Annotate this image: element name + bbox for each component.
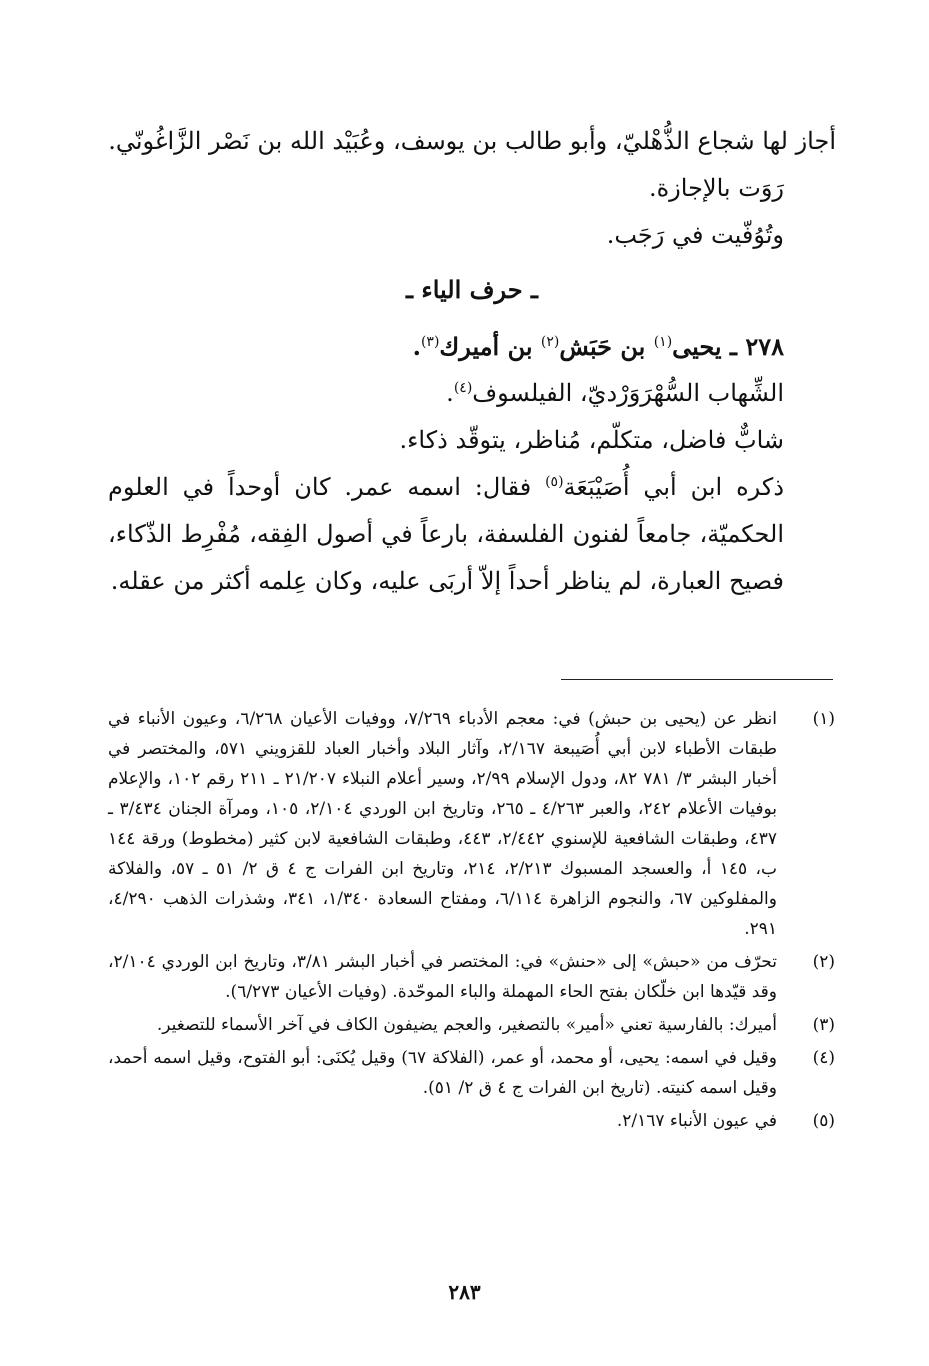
- footnote: [108, 1010, 835, 1040]
- paragraph: رَوَت بالإجازة.: [648, 174, 784, 202]
- footnote-text: في عيون الأنباء ٢/١٦٧.: [616, 1111, 777, 1131]
- paragraph: وتُوُفّيت في رَجَب.: [606, 221, 784, 249]
- entry-number: ٢٧٨: [745, 332, 784, 361]
- footnote-number: (٥): [812, 1111, 835, 1131]
- footnotes: [108, 704, 835, 1139]
- paragraph-text: فقال: اسمه عمر. كان أوحداً في العلوم الحكميّة، جامعاً لفنون الفلسفة، بارعاً في أصول الفِقه، مُفْرِط الذّكاء، فصيح العبارة، لم يناظر أحداً إلاّ أربَى عليه، وكان عِلمه أكثر من عقله.: [108, 473, 784, 595]
- entry-separator: ـ: [721, 332, 746, 361]
- footnote-text: انظر عن (يحيى بن حبش) في: معجم الأدباء ٧/٢٦٩، ووفيات الأعيان ٦/٢٦٨، وعيون الأنباء في طبقات الأطباء لابن أبي أُصَيبعة ٢/١٦٧، وآثار البلاد وأخبار العباد للقزويني ٥٧١، والمختصر في أخبار البشر ٣/ ٧٨١ ٨٢، ودول الإسلام ٢/٩٩، وسير أعلام النبلاء ٢١/٢٠٧ ـ ٢١١ رقم ١٠٢، والإعلام بوفيات الأعلام ٢٤٢، والعبر ٤/٢٦٣ ـ ٢٦٥، وتاريخ ابن الوردي ٢/١٠٤، ١٠٥، ومرآة الجنان ٣/٤٣٤ ـ ٤٣٧، وطبقات الشافعية للإسنوي ٢/٤٤٢، ٤٤٣، وطبقات الشافعية لابن كثير (مخطوط) ورقة ١٤٤ ب، ١٤٥ أ، والعسجد المسبوك ٢/٢١٣، ٢١٤، وتاريخ ابن الفرات ج ٤ ق ٢/ ٥١ ـ ٥٧، والفلاكة والمفلوكين ٦٧، والنجوم الزاهرة ٦/١١٤، ومفتاح السعادة ١/٣٤٠، ٣٤١، وشذرات الذهب ٤/٢٩٠، ٢٩١.: [108, 709, 778, 939]
- footnote-ref[interactable]: (٣): [420, 334, 440, 350]
- footnote-ref[interactable]: (١): [653, 334, 673, 350]
- paragraph-text: الشِّهاب السُّهْرَوَرْديّ، الفيلسوف: [472, 379, 784, 407]
- paragraph: [108, 464, 836, 605]
- footnote-number: (٣): [812, 1015, 835, 1035]
- entry-title: [108, 323, 836, 370]
- footnote: [108, 1043, 835, 1103]
- footnote: [108, 947, 835, 1007]
- footnote: [108, 704, 835, 944]
- footnote-ref[interactable]: (٥): [545, 474, 564, 490]
- footnote-ref[interactable]: (٢): [540, 334, 560, 350]
- entry-name-part: بن حَبَش: [559, 332, 654, 361]
- paragraph-text: ذكره ابن أبي أُصَيْبَعَة: [563, 473, 785, 501]
- entry-name-part: بن أميرك: [439, 332, 541, 361]
- paragraph: أجاز لها شجاع الذُّهْليّ، وأبو طالب بن يوسف، وعُبَيْد الله بن نَصْر الزَّاغُونّي.: [108, 127, 836, 155]
- footnote-text: أميرك: بالفارسية تعني «أمير» بالتصغير، والعجم يضيفون الكاف في آخر الأسماء للتصغير.: [156, 1015, 777, 1035]
- main-text: [108, 118, 836, 605]
- paragraph-end: .: [446, 379, 454, 407]
- footnote-separator: [561, 679, 833, 680]
- entry-name-part: يحيى: [672, 332, 722, 361]
- paragraph: [108, 370, 836, 417]
- section-heading: ـ حرف الياء ـ: [406, 275, 538, 304]
- paragraph: شابٌّ فاضل، متكلّم، مُناظر، يتوقّد ذكاء.: [399, 426, 784, 454]
- footnote-number: (٤): [812, 1048, 835, 1068]
- footnote-text: وقيل في اسمه: يحيى، أو محمد، أو عمر، (الفلاكة ٦٧) وقيل يُكنَى: أبو الفتوح، وقيل اسمه أحمد، وقيل اسمه كنيته. (تاريخ ابن الفرات ج ٤ ق ٢/ ٥١).: [108, 1048, 778, 1098]
- footnote-text: تحرّف من «حبش» إلى «حنش» في: المختصر في أخبار البشر ٣/٨١، وتاريخ ابن الوردي ٢/١٠٤، وقد قيّدها ابن خلّكان بفتح الحاء المهملة والباء الموحّدة. (وفيات الأعيان ٦/٢٧٣).: [108, 952, 777, 1002]
- footnote-number: (٢): [812, 952, 835, 972]
- entry-end: .: [412, 332, 421, 361]
- footnote-number: (١): [812, 709, 835, 729]
- page-number: ٢٨٣: [448, 1280, 481, 1304]
- footnote: [108, 1106, 835, 1136]
- footnote-ref[interactable]: (٤): [453, 380, 473, 396]
